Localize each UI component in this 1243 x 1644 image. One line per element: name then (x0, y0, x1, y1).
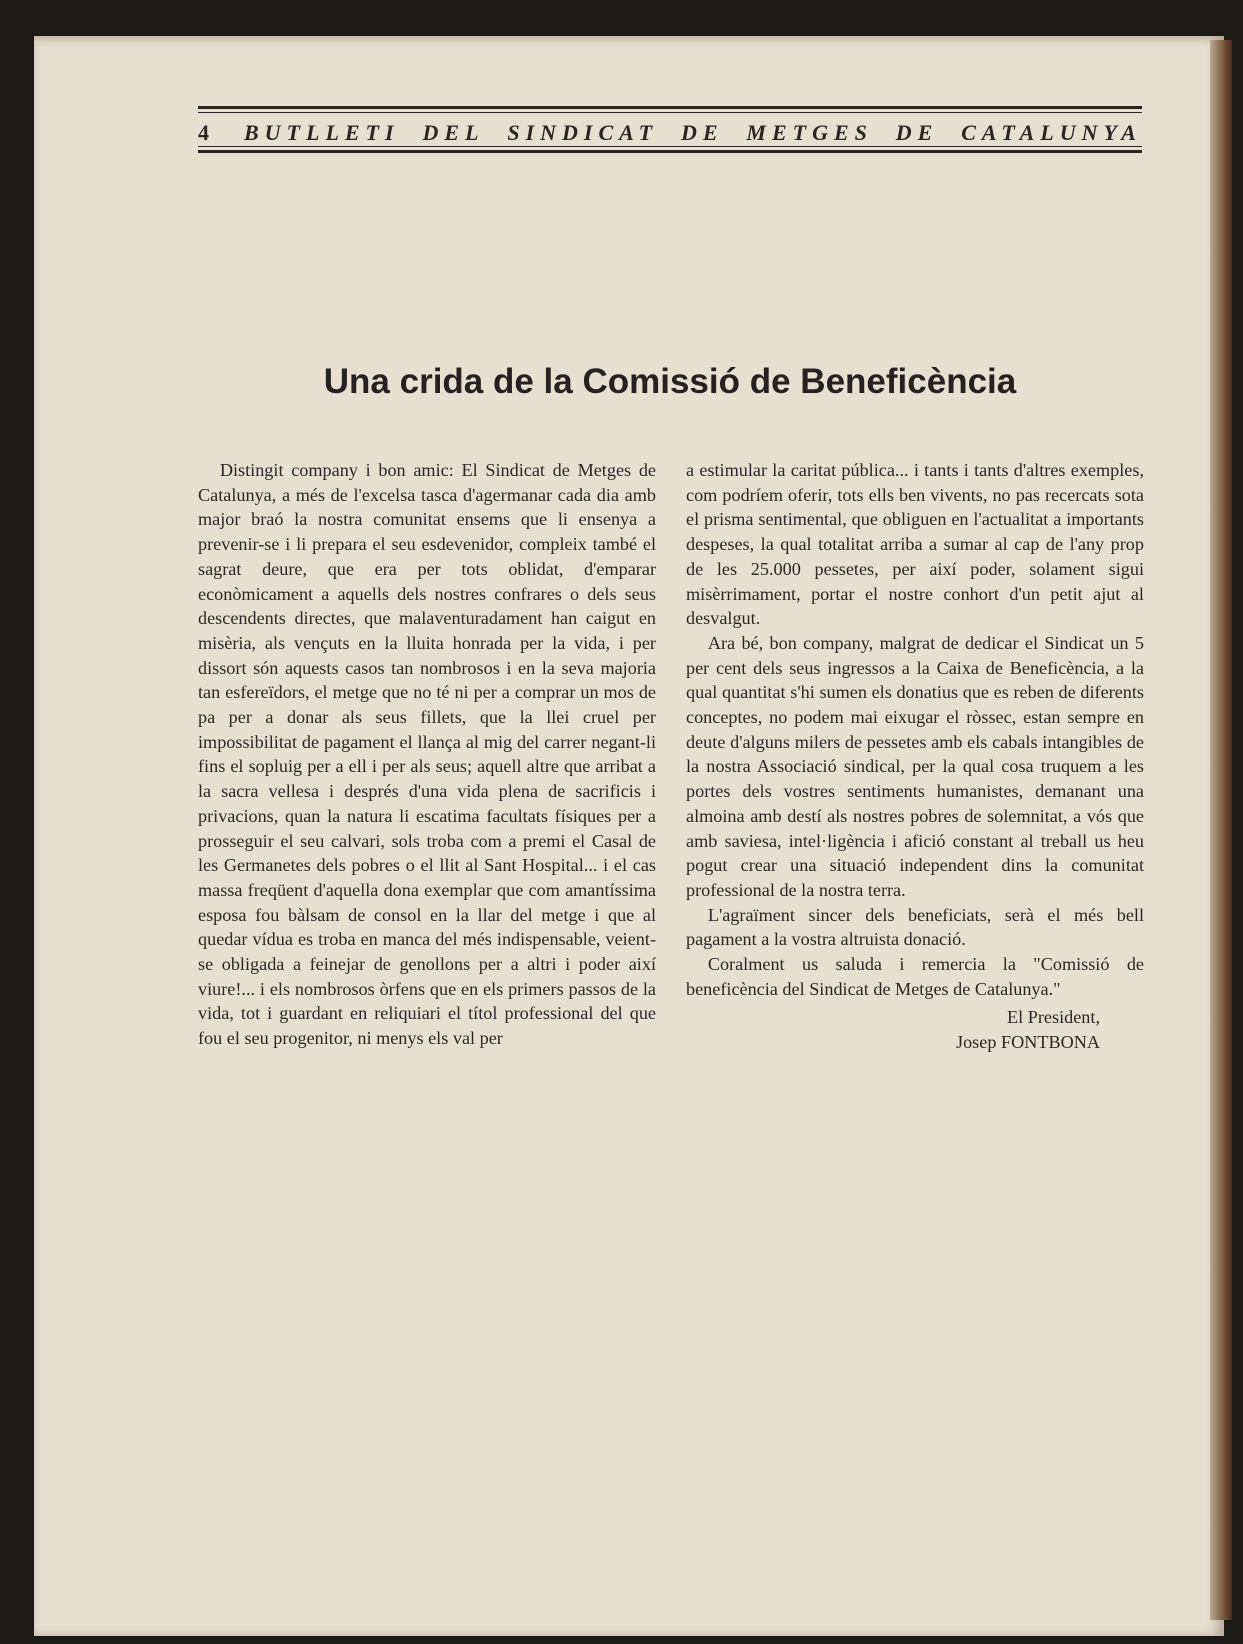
paragraph: Coralment us saluda i remercia la "Comissió de beneficència del Sindicat de Metges de Catalunya." (686, 954, 1144, 999)
article-column-right (686, 458, 1144, 1055)
running-head-word: METGES (746, 120, 873, 145)
page-edge (1210, 40, 1232, 1620)
page-number: 4 (198, 120, 209, 145)
paragraph: Distingit company i bon amic: El Sindicat de Metges de Catalunya, a més de l'excelsa tasca d'agermanar cada dia amb major braó la nostra comunitat ensems que li ensenya a prevenir-se i li prepara el seu esdevenidor, compleix també el sagrat deure, que era per tots oblidat, d'emparar econòmicament a aquells dels nostres confrares o dels seus descendents directes, que malaventuradament han caigut en misèria, als vençuts en la lluita honrada per la vida, i per dissort són aquests casos tan nombrosos i en la seva majoria tan esfereïdors, el metge que no té ni per a comprar un mos de pa per a donar als seus fillets, que la llei cruel per impossibilitat de pagament el llança al mig del carrer negant-li fins el sopluig per a ell i per als seus; aquell altre que arribat a la sacra vellesa i després d'una vida plena de sacrificis i privacions, quan la natura li escatima facultats físiques per a prosseguir el seu calvari, sols troba com a premi el Casal de les Germanetes dels pobres o el llit al Sant Hospital... i el cas massa freqüent d'aquella dona exemplar que com amantíssima esposa fou bàlsam de consol en la llar del metge i que al quedar vídua es troba en manca del més indispensable, veient-se obligada a feinejar de genollons per a altri i poder així viure!... i els nombrosos òrfens que en els primers passos de la vida, tot i guardant en reliquiari el títol professional del que fou el seu progenitor, ni menys els val per (198, 460, 656, 1049)
running-head-word: SINDICAT (507, 120, 659, 145)
signature-role: El President, (1007, 1007, 1100, 1028)
running-head (198, 116, 1142, 146)
running-head-word: CATALUNYA (961, 120, 1142, 145)
running-head-word: BUTLLETI (244, 120, 400, 145)
running-head-word: DE (680, 120, 724, 145)
paragraph: a estimular la caritat pública... i tants i tants d'altres exemples, com podríem oferir, tots ells ben vivents, no pas recercats sota el prisma sentimental, que obliguen en l'actualitat a importants despeses, la qual totalitat arriba a sumar al cap de l'any prop de les 25.000 pessetes, per així poder, solament sigui misèrrimament, portar el nostre conhort d'un petit ajut al desvalgut. (686, 460, 1144, 629)
header-rule-bottom (198, 146, 1142, 147)
header-rule-top (198, 106, 1142, 109)
signature-name: Josep FONTBONA (956, 1032, 1100, 1053)
running-head-word: DEL (422, 120, 485, 145)
paragraph: L'agraïment sincer dels beneficiats, serà el més bell pagament a la vostra altruista donació. (686, 904, 1144, 950)
article-title: Una crida de la Comissió de Beneficència (323, 362, 1017, 401)
header-rule-top-thin (198, 112, 1142, 113)
running-head-title (244, 120, 1142, 146)
article-column-left (198, 458, 656, 1051)
header-rule-bottom-thick (198, 150, 1142, 153)
paragraph: Ara bé, bon company, malgrat de dedicar el Sindicat un 5 per cent dels seus ingressos a la Caixa de Beneficència, a la qual quantitat s'hi sumen els donatius que es reben de diferents conceptes, no podem mai eixugar el ròssec, estan sempre en deute d'alguns milers de pessetes amb els cabals intangibles de la nostra Associació sindical, per la qual cosa truquem a les portes dels vostres sentiments humanistes, demanant una almoina amb destí als nostres pobres de solemnitat, a vós que amb saviesa, intel·ligència i afició constant al treball us heu pogut crear una situació independent dins la comunitat professional de la nostra terra. (686, 632, 1144, 900)
signature (686, 1005, 1144, 1054)
running-head-word: DE (895, 120, 939, 145)
